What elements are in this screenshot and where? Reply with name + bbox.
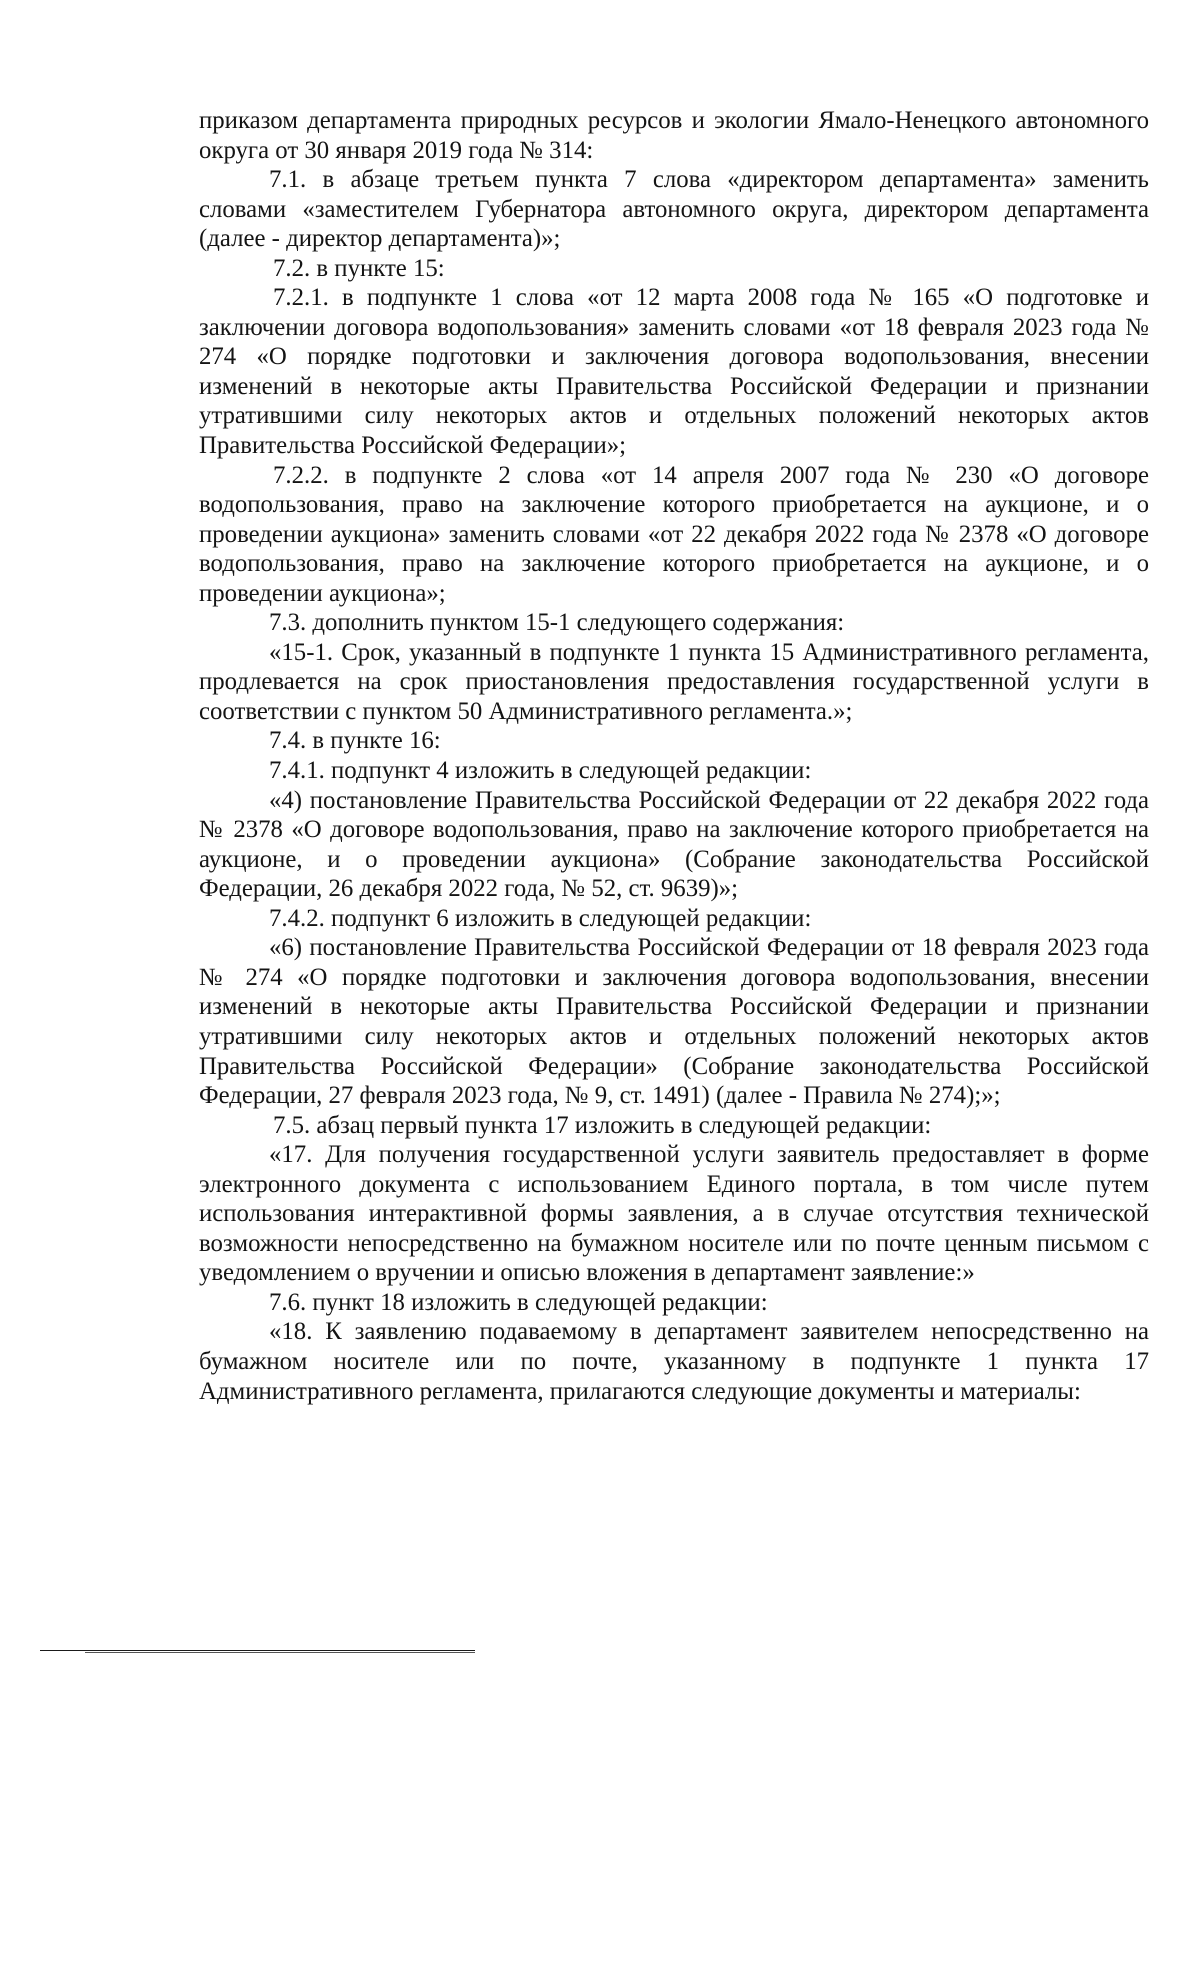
- paragraph-7-4-1: 7.4.1. подпункт 4 изложить в следующей редакции:: [269, 757, 812, 785]
- paragraph-7-4-2: 7.4.2. подпункт 6 изложить в следующей редакции:: [269, 904, 812, 932]
- paragraph-subitem-6: «6) постановление Правительства Российской Федерации от 18 февраля 2023 года № 274 «О порядке подготовки и заключения договора водопользования, внесении изменений в некоторые акты Правительства Российской Федерации и признании утратившими силу некоторых актов и отдельных положений некоторых актов Правительства Российской Федерации» (Собрание законодательства Российской Федерации, 27 февраля 2023 года, № 9, ст. 1491) (далее - Правила № 274);»;: [199, 934, 1149, 1110]
- document-body: [199, 106, 1149, 1406]
- paragraph-7-2-1: 7.2.1. в подпункте 1 слова «от 12 марта 2008 года № 165 «О подготовке и заключении договора водопользования» заменить словами «от 18 февраля 2023 года № 274 «О порядке подготовки и заключения договора водопользования, внесении изменений в некоторые акты Правительства Российской Федерации и признании утратившими силу некоторых актов и отдельных положений некоторых актов Правительства Российской Федерации»;: [199, 284, 1149, 460]
- footnote-separator-line: [40, 1650, 475, 1651]
- paragraph-subitem-4: «4) постановление Правительства Российской Федерации от 22 декабря 2022 года № 2378 «О договоре водопользования, право на заключение которого приобретается на аукционе, и о проведении аукциона» (Собрание законодательства Российской Федерации, 26 декабря 2022 года, № 52, ст. 9639)»;: [199, 786, 1149, 903]
- paragraph-15-1: «15-1. Срок, указанный в подпункте 1 пункта 15 Административного регламента, продлевается на срок приостановления предоставления государственной услуги в соответствии с пунктом 50 Административного регламента.»;: [199, 638, 1149, 725]
- paragraph-7-1: 7.1. в абзаце третьем пункта 7 слова «директором департамента» заменить словами «заместителем Губернатора автономного округа, директором департамента (далее - директор департамента)»;: [199, 166, 1149, 253]
- paragraph-7-3: 7.3. дополнить пунктом 15-1 следующего содержания:: [269, 609, 845, 637]
- paragraph-item-17: «17. Для получения государственной услуги заявитель предоставляет в форме электронного документа с использованием Единого портала, в том числе путем использования интерактивной формы заявления, а в случае отсутствия технической возможности непосредственно на бумажном носителе или по почте ценным письмом с уведомлением о вручении и описью вложения в департамент заявление:»: [199, 1141, 1149, 1287]
- paragraph-7-2: 7.2. в пункте 15:: [273, 254, 445, 282]
- paragraph-7-5: 7.5. абзац первый пункта 17 изложить в следующей редакции:: [273, 1111, 932, 1139]
- paragraph-7-2-2: 7.2.2. в подпункте 2 слова «от 14 апреля 2007 года № 230 «О договоре водопользования, право на заключение которого приобретается на аукционе, и о проведении аукциона» заменить словами «от 22 декабря 2022 года № 2378 «О договоре водопользования, право на заключение которого приобретается на аукционе, и о проведении аукциона»;: [199, 461, 1149, 607]
- paragraph-7-6: 7.6. пункт 18 изложить в следующей редакции:: [269, 1288, 768, 1316]
- paragraph-order-reference: приказом департамента природных ресурсов и экологии Ямало-Ненецкого автономного округа от 30 января 2019 года № 314:: [199, 107, 1149, 164]
- paragraph-item-18: «18. К заявлению подаваемому в департамент заявителем непосредственно на бумажном носителе или по почте, указанному в подпункте 1 пункта 17 Административного регламента, прилагаются следующие документы и материалы:: [199, 1318, 1149, 1405]
- paragraph-7-4: 7.4. в пункте 16:: [269, 727, 441, 755]
